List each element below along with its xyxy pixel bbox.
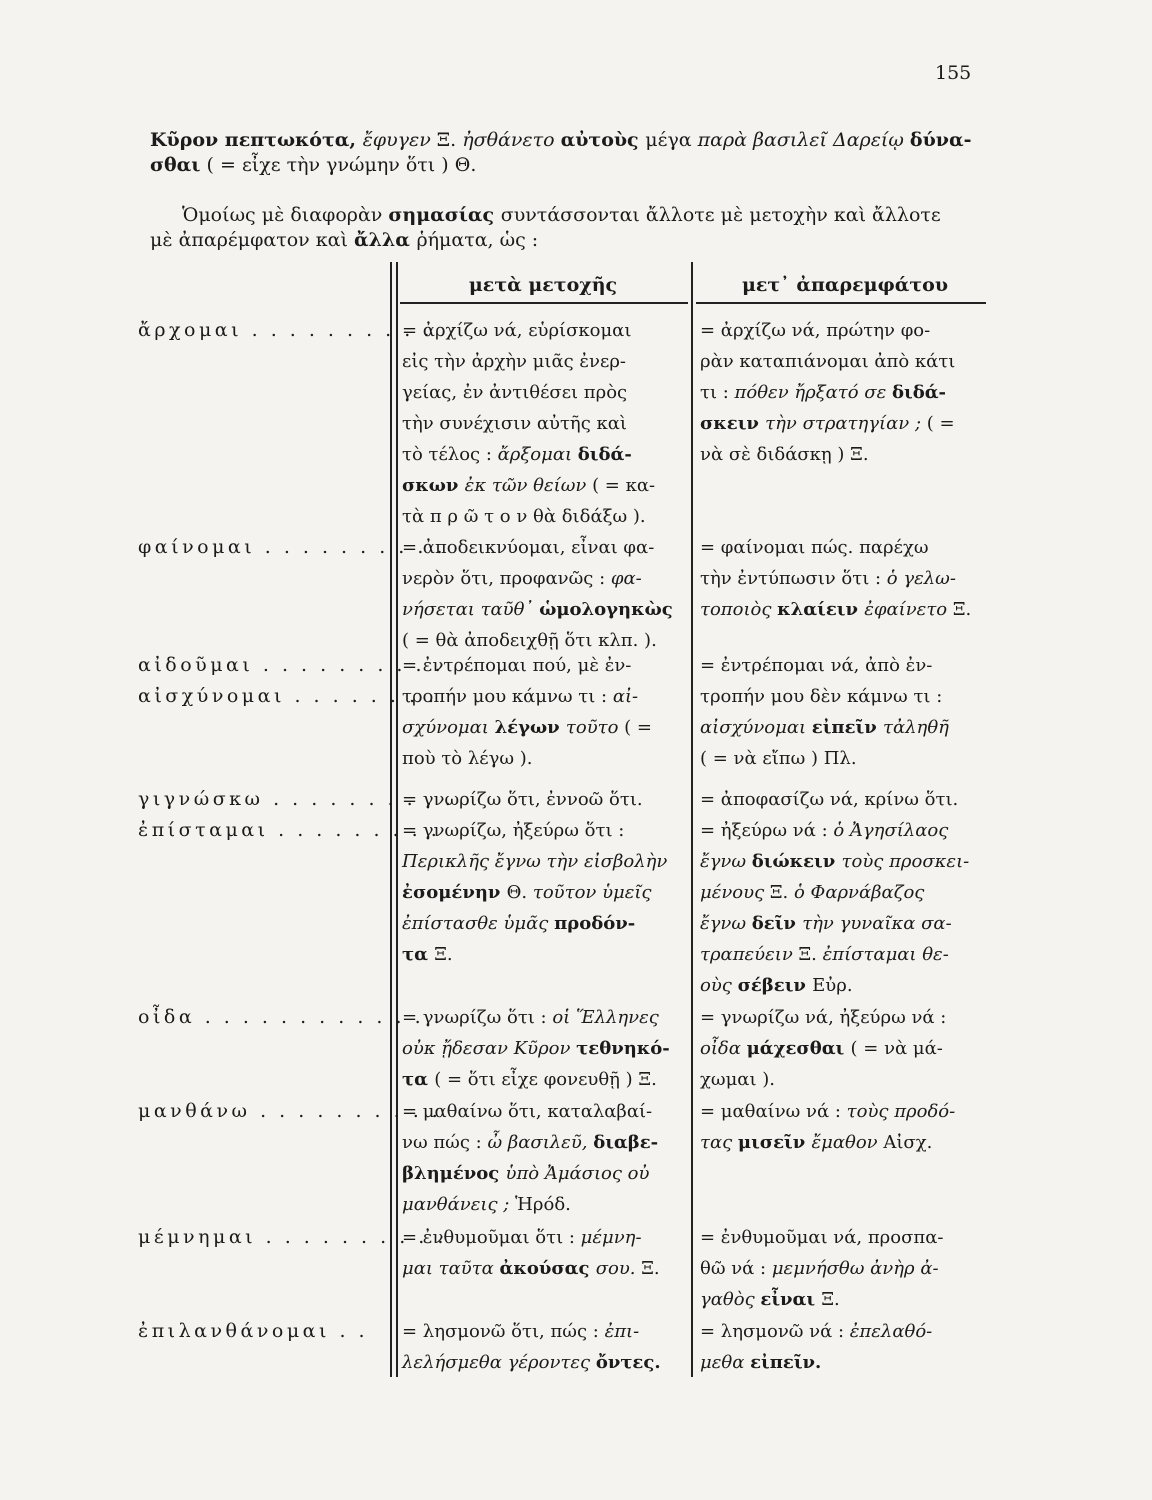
plain-text: Ξ. [434, 944, 453, 965]
text-line [402, 846, 684, 877]
verb-line: ἄρχομαι . . . . . . . . . . [138, 319, 433, 341]
plain-text: εἰς τὴν ἀρχὴν μιᾶς ἐνερ- [402, 351, 626, 372]
bold-word: τεθνηκό- [576, 1038, 670, 1059]
bold-word: κλαίειν [777, 599, 865, 620]
bold-word: αὐτοὺς [560, 129, 646, 151]
text-line [402, 501, 684, 532]
bold-word: ὄντες. [595, 1352, 661, 1373]
plain-text: Ἡρόδ. [515, 1194, 571, 1215]
text-line [700, 594, 990, 625]
infinitive-cell [700, 1096, 990, 1158]
infinitive-cell [700, 1316, 990, 1378]
plain-text: ( = νὰ μά- [850, 1038, 943, 1059]
plain-text: Ὁμοίως μὲ διαφορὰν [182, 204, 389, 226]
verb-line: ἐπίσταμαι . . . . . . . . . [138, 819, 441, 841]
bold-word: εἶναι [760, 1289, 822, 1310]
plain-text: = μαθαίνω ὅτι, καταλαβαί- [402, 1101, 653, 1122]
plain-text: νὰ σὲ διδάσκῃ ) Ξ. [700, 444, 869, 465]
text-line [700, 1002, 990, 1033]
bold-word: σκειν [700, 413, 766, 434]
text-line [700, 315, 990, 346]
italic-phrase: μένους [700, 882, 770, 903]
text-line [402, 1316, 684, 1347]
text-line [402, 877, 684, 908]
verb-headword [138, 1002, 444, 1033]
plain-text: = γνωρίζω, ἠξεύρω ὅτι : [402, 820, 625, 841]
italic-phrase: τοποιὸς [700, 599, 778, 620]
italic-phrase: ἄρξομαι [497, 444, 578, 465]
text-line [700, 1347, 990, 1378]
bold-word: μάχεσθαι [746, 1038, 851, 1059]
text-line [700, 681, 990, 712]
italic-phrase: ἔγνω [700, 913, 752, 934]
text-line [402, 1253, 684, 1284]
italic-phrase: μεθα [700, 1352, 751, 1373]
plain-text: τι : [700, 382, 735, 403]
text-line [402, 815, 684, 846]
verb-line: μέμνημαι . . . . . . . . . . [138, 1226, 447, 1248]
text-line [402, 1127, 684, 1158]
text-line [700, 377, 990, 408]
plain-word: μέγα [645, 129, 698, 151]
italic-phrase: νήσεται ταῦθ᾽ [402, 599, 540, 620]
plain-text: Ξ. [641, 1258, 660, 1279]
participle-cell [402, 1316, 684, 1378]
italic-phrase: ἔγνω [700, 851, 752, 872]
plain-text: γείας, ἐν ἀντιθέσει πρὸς [402, 382, 628, 403]
header-participle: μετὰ μετοχῆς [468, 274, 618, 296]
verb-headword [138, 315, 433, 346]
text-line [700, 1127, 990, 1158]
plain-text: τὰ π ρ ῶ τ ο ν θὰ διδάξω ). [402, 506, 646, 527]
text-line [700, 939, 990, 970]
italic-phrase: τὴν στρατηγίαν ; [765, 413, 927, 434]
text-line [700, 1253, 990, 1284]
bold-word: εἰπεῖν [811, 717, 884, 738]
plain-text: Θ. [506, 882, 533, 903]
bold-word: σκων [402, 475, 465, 496]
italic-phrase: ἐπελαθό- [849, 1321, 933, 1342]
plain-text: τὴν ἐντύπωσιν ὅτι : [700, 568, 887, 589]
italic-phrase: ὁ Ἀγησίλαος [833, 820, 949, 841]
italic-phrase: ἐπι- [604, 1321, 640, 1342]
text-line [700, 346, 990, 377]
text-line [402, 1222, 684, 1253]
participle-cell [402, 1002, 684, 1095]
plain-text: Ξ. [952, 599, 972, 620]
text-line [700, 1096, 990, 1127]
verb-headword [138, 1316, 393, 1347]
plain-text: = ἠξεύρω νά : [700, 820, 834, 841]
text-line [402, 1158, 684, 1189]
bold-word: λέγων [494, 717, 566, 738]
participle-cell [402, 1096, 684, 1220]
plain-text: τροπήν μου κάμνω τι : [402, 686, 613, 707]
bold-word: δύνα- [909, 129, 972, 151]
plain-text: = γνωρίζω νά, ἠξεύρω νά : [700, 1007, 947, 1028]
gloss-text: ( = εἶχε τὴν γνώμην ὅτι ) Θ. [200, 154, 477, 176]
italic-phrase: τὴν γυναῖκα σα- [802, 913, 952, 934]
text-line [402, 377, 684, 408]
plain-text: = φαίνομαι πώς. παρέχω [700, 537, 929, 558]
column-rule-middle [691, 262, 693, 1377]
infinitive-cell [700, 315, 990, 470]
plain-text: ῥήματα, ὡς : [416, 229, 539, 251]
text-line [402, 743, 684, 774]
bold-word: ὡμολογηκὼς [539, 599, 673, 620]
italic-phrase: μαι ταῦτα [402, 1258, 500, 1279]
plain-text: = ἐνθυμοῦμαι νά, προσπα- [700, 1227, 944, 1248]
bold-word: σέβειν [737, 975, 813, 996]
participle-cell [402, 784, 684, 970]
plain-text: ( = ὅτι εἶχε φονευθῇ ) Ξ. [434, 1069, 657, 1090]
text-line [402, 784, 684, 815]
text-line [402, 408, 684, 439]
text-line [700, 650, 990, 681]
plain-text: μὲ ἀπαρέμφατον καὶ [150, 229, 354, 251]
plain-text: Ξ. [769, 882, 794, 903]
italic-phrase: αἰ- [612, 686, 639, 707]
bold-phrase: Κῦρον πεπτωκότα, [150, 129, 363, 151]
text-line [402, 470, 684, 501]
verb-line: γιγνώσκω . . . . . . . . . . [138, 788, 455, 810]
text-line [402, 1033, 684, 1064]
plain-text: τὸ τέλος : [402, 444, 498, 465]
plain-text: = μαθαίνω νά : [700, 1101, 847, 1122]
plain-text: = ἀρχίζω νά, πρώτην φο- [700, 320, 931, 341]
plain-text: ποὺ τὸ λέγω ). [402, 748, 533, 769]
italic-phrase: λελήσμεθα γέροντες [402, 1352, 596, 1373]
infinitive-cell [700, 532, 990, 625]
plain-text: ρὰν καταπιάνομαι ἀπὸ κάτι [700, 351, 956, 372]
italic-phrase: φα- [610, 568, 642, 589]
bold-word: ἀκούσας [499, 1258, 596, 1279]
bold-word: δεῖν [751, 913, 803, 934]
text-line [700, 877, 990, 908]
plain-text: = ἀποφασίζω νά, κρίνω ὅτι. [700, 789, 959, 810]
italic-phrase: παρὰ βασιλεῖ Δαρείῳ [697, 129, 910, 151]
italic-phrase: ἐπίστασθε ὑμᾶς [402, 913, 555, 934]
italic-phrase: τοῦτον ὑμεῖς [532, 882, 652, 903]
text-line [402, 1347, 684, 1378]
italic-phrase: ἐπίσταμαι θε- [822, 944, 949, 965]
plain-text: νω πώς : [402, 1132, 488, 1153]
participle-cell [402, 532, 684, 656]
verb-line: ἐπιλανθάνομαι . . [138, 1320, 369, 1342]
text-line [402, 532, 684, 563]
infinitive-cell [700, 784, 990, 1001]
text-line [402, 594, 684, 625]
verb-line: φαίνομαι . . . . . . . . . . [138, 536, 446, 558]
intro-line [150, 203, 988, 228]
text-line [700, 712, 990, 743]
text-line [402, 650, 684, 681]
header-underline-participle [400, 302, 688, 304]
italic-phrase: σου. [595, 1258, 642, 1279]
bold-word: προδόν- [554, 913, 636, 934]
plain-text: ( = θὰ ἀποδειχθῇ ὅτι κλπ. ). [402, 630, 657, 651]
italic-phrase: τραπεύειν [700, 944, 799, 965]
text-line [402, 908, 684, 939]
text-line [402, 1002, 684, 1033]
text-line [700, 743, 990, 774]
bold-word: ἄλλα [353, 229, 417, 251]
plain-text: Ξ. [798, 944, 823, 965]
italic-phrase: ὑπὸ Ἀμάσιος οὐ [505, 1163, 650, 1184]
author-abbrev: Ξ. [436, 129, 463, 151]
text-line [700, 439, 990, 470]
plain-text: χωμαι ). [700, 1069, 775, 1090]
verb-headword [138, 1222, 447, 1253]
text-line [700, 1222, 990, 1253]
plain-text: = λησμονῶ νά : [700, 1321, 850, 1342]
text-line [700, 1284, 990, 1315]
bold-word: τα [402, 944, 435, 965]
bold-word: εἰπεῖν. [750, 1352, 822, 1373]
text-line [700, 846, 990, 877]
italic-word: ἠσθάνετο [462, 129, 561, 151]
plain-text: Αἰσχ. [883, 1132, 933, 1153]
text-line [700, 784, 990, 815]
text-line [402, 346, 684, 377]
plain-text: = ἀποδεικνύομαι, εἶναι φα- [402, 537, 655, 558]
intro-line [150, 228, 988, 253]
text-line [402, 563, 684, 594]
italic-phrase: μέμνη- [580, 1227, 642, 1248]
italic-phrase: οἶδα [700, 1038, 747, 1059]
page-number: 155 [935, 62, 972, 84]
text-line [700, 532, 990, 563]
italic-phrase: γαθὸς [700, 1289, 761, 1310]
text-line [402, 1096, 684, 1127]
intro-paragraph-2 [150, 203, 988, 253]
text-line [700, 1316, 990, 1347]
header-infinitive: μετ᾽ ἀπαρεμφάτου [741, 274, 949, 296]
italic-phrase: μανθάνεις ; [402, 1194, 516, 1215]
bold-word: βλημένος [402, 1163, 506, 1184]
text-line [402, 1064, 684, 1095]
italic-phrase: σχύνομαι [402, 717, 495, 738]
plain-text: ( = [926, 413, 955, 434]
text-line [402, 939, 684, 970]
italic-phrase: ἔμαθον [811, 1132, 884, 1153]
text-line [402, 439, 684, 470]
italic-phrase: ὦ βασιλεῦ, [487, 1132, 594, 1153]
plain-text: = ἐντρέπομαι πού, μὲ ἐν- [402, 655, 632, 676]
participle-cell [402, 1222, 684, 1284]
plain-text: τὴν συνέχισιν αὐτῆς καὶ [402, 413, 627, 434]
bold-word: τα [402, 1069, 435, 1090]
plain-text: Εὐρ. [812, 975, 853, 996]
plain-text: = ἀρχίζω νά, εὑρίσκομαι [402, 320, 632, 341]
bold-word: σημασίας [388, 204, 501, 226]
text-line [402, 1189, 684, 1220]
plain-text: = λησμονῶ ὅτι, πώς : [402, 1321, 605, 1342]
verb-line: μανθάνω . . . . . . . . . . [138, 1100, 442, 1122]
italic-phrase: τοὺς προδό- [846, 1101, 956, 1122]
italic-phrase: Περικλῆς ἔγνω τὴν εἰσβολὴν [402, 851, 668, 872]
verb-headword [138, 1096, 442, 1127]
plain-text: = ἐντρέπομαι νά, ἀπὸ ἐν- [700, 655, 933, 676]
text-line [402, 315, 684, 346]
plain-text: ( = [624, 717, 652, 738]
text-line [700, 1064, 990, 1095]
plain-text: συντάσσονται ἄλλοτε μὲ μετοχὴν καὶ ἄλλοτε [500, 204, 941, 226]
italic-phrase: μεμνήσθω ἀνὴρ ἀ- [771, 1258, 939, 1279]
italic-phrase: ἐκ τῶν θείων [464, 475, 593, 496]
verb-headword [138, 784, 455, 846]
italic-phrase: τἀληθῆ [883, 717, 949, 738]
text-line [700, 908, 990, 939]
italic-phrase: τοὺς προσκει- [841, 851, 970, 872]
bold-word: διδά- [891, 382, 947, 403]
plain-text: = γνωρίζω ὅτι, ἐννοῶ ὅτι. [402, 789, 643, 810]
text-line [700, 563, 990, 594]
text-line [402, 681, 684, 712]
verb-line: οἶδα . . . . . . . . . . . . . [138, 1006, 444, 1028]
bold-word: σθαι [150, 154, 201, 176]
plain-text: ( = κα- [592, 475, 656, 496]
intro-paragraph-1 [150, 128, 988, 178]
italic-phrase: ὁ γελω- [886, 568, 956, 589]
infinitive-cell [700, 1002, 990, 1095]
plain-text: ( = νὰ εἴπω ) Πλ. [700, 748, 857, 769]
italic-phrase: τας [700, 1132, 738, 1153]
participle-cell [402, 650, 684, 774]
italic-phrase: πόθεν ἤρξατό σε [734, 382, 892, 403]
infinitive-cell [700, 650, 990, 774]
bold-word: διώκειν [751, 851, 842, 872]
plain-text: = γνωρίζω ὅτι : [402, 1007, 553, 1028]
bold-word: μισεῖν [737, 1132, 812, 1153]
verb-line: αἰσχύνομαι . . . . . . . . [138, 685, 438, 707]
italic-phrase: οὺς [700, 975, 738, 996]
verb-headword [138, 532, 446, 563]
italic-phrase: ὁ Φαρνάβαζος [794, 882, 925, 903]
intro-line [150, 153, 988, 178]
plain-text: = ἐνθυμοῦμαι ὅτι : [402, 1227, 581, 1248]
verb-line: αἰδοῦμαι . . . . . . . . . . [138, 654, 445, 676]
text-line [700, 815, 990, 846]
italic-phrase: οἱ Ἕλληνες [552, 1007, 659, 1028]
bold-word: διαβε- [593, 1132, 659, 1153]
italic-phrase: τοῦτο [565, 717, 625, 738]
italic-phrase: ἐφαίνετο [864, 599, 953, 620]
header-underline-infinitive [696, 302, 986, 304]
text-line [700, 408, 990, 439]
text-line [700, 1033, 990, 1064]
plain-text: νερὸν ὅτι, προφανῶς : [402, 568, 611, 589]
text-line [700, 970, 990, 1001]
bold-word: διδά- [577, 444, 632, 465]
plain-text: τροπήν μου δὲν κάμνω τι : [700, 686, 943, 707]
verb-headword [138, 650, 445, 712]
italic-word: ἔφυγεν [362, 129, 437, 151]
intro-line [150, 128, 988, 153]
participle-cell [402, 315, 684, 532]
italic-phrase: οὐκ ᾔδεσαν Κῦρον [402, 1038, 577, 1059]
text-line [402, 712, 684, 743]
plain-text: θῶ νά : [700, 1258, 772, 1279]
plain-text: Ξ. [821, 1289, 840, 1310]
infinitive-cell [700, 1222, 990, 1315]
bold-word: ἐσομένην [402, 882, 507, 903]
italic-phrase: αἰσχύνομαι [700, 717, 812, 738]
